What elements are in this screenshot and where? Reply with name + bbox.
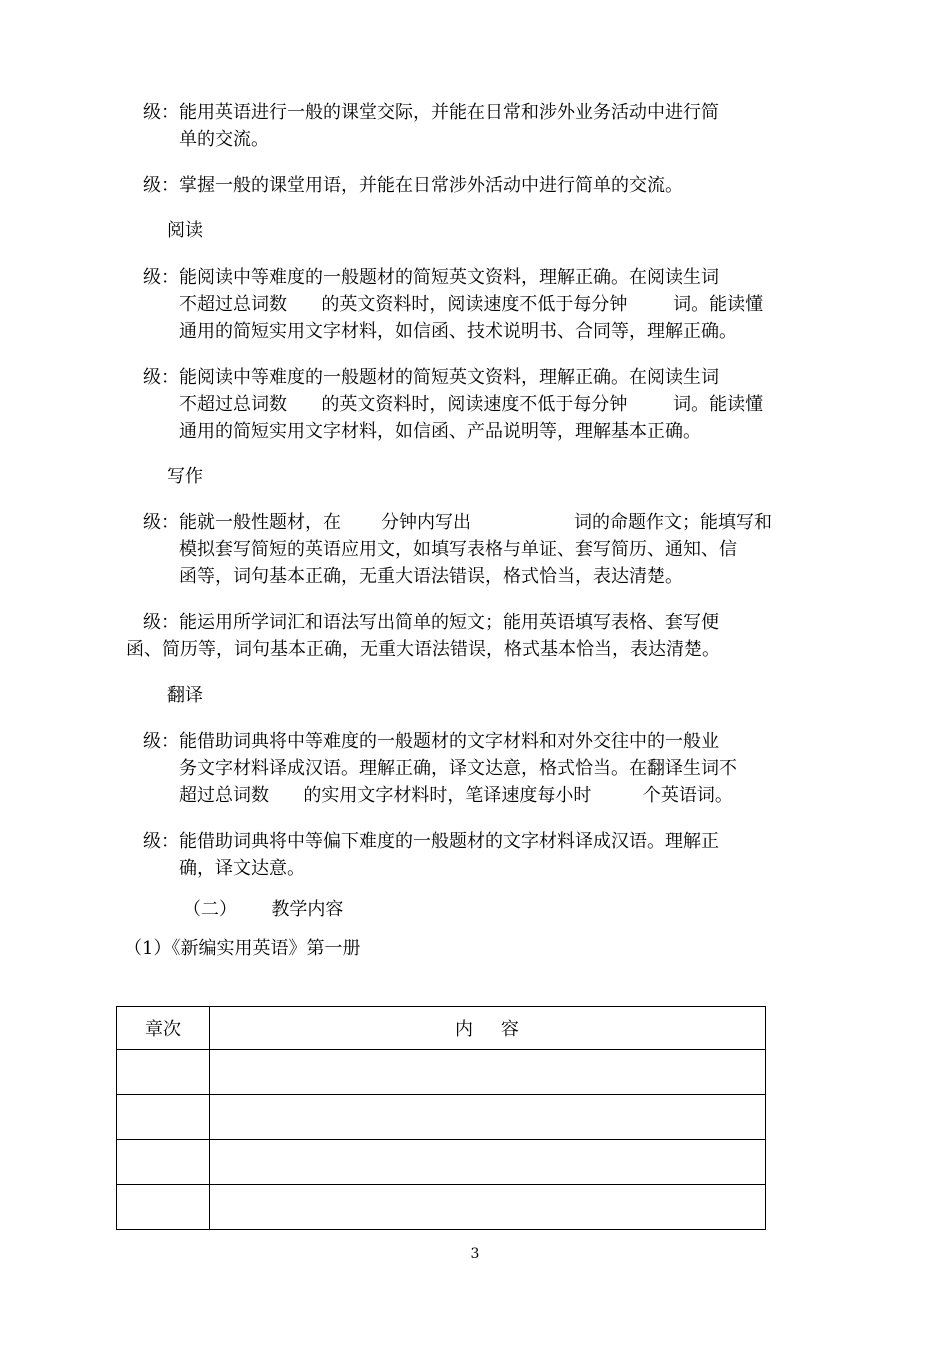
text-line: 模拟套写简短的英语应用文，如填写表格与单证、套写简历、通知、信 (179, 539, 737, 560)
text-line: 通用的简短实用文字材料，如信函、产品说明等，理解基本正确。 (179, 421, 701, 442)
text-line: 级：能用英语进行一般的课堂交际，并能在日常和涉外业务活动中进行简 (143, 102, 719, 123)
text-line: 级：能运用所学词汇和语法写出简单的短文；能用英语填写表格、套写便 (143, 612, 719, 633)
table-cell (117, 1185, 210, 1230)
text-line: 函、简历等，词句基本正确，无重大语法错误，格式基本恰当，表达清楚。 (126, 639, 720, 660)
section-heading: （二） 教学内容 (183, 899, 344, 920)
text-line: 级：能就一般性题材，在 分钟内写出 词的命题作文；能填写和 (143, 512, 773, 533)
page-number: 3 (470, 1246, 480, 1262)
text-line: 超过总词数 的实用文字材料时，笔译速度每小时 个英语词。 (179, 785, 733, 806)
text-line: 确，译文达意。 (179, 858, 305, 879)
text-line: 通用的简短实用文字材料，如信函、技术说明书、合同等，理解正确。 (179, 321, 737, 342)
table-header-row (117, 1007, 766, 1050)
table-cell (117, 1050, 210, 1095)
book-heading: （1）《新编实用英语》第一册 (124, 938, 361, 959)
content-table (116, 1006, 766, 1230)
subheading-translation: 翻译 (167, 685, 203, 706)
table-row (117, 1140, 766, 1185)
table-header-content: 内 容 (210, 1007, 766, 1050)
table-header-chapter: 章次 (117, 1007, 210, 1050)
table-row (117, 1185, 766, 1230)
table-row (117, 1050, 766, 1095)
text-line: 级：能借助词典将中等偏下难度的一般题材的文字材料译成汉语。理解正 (143, 831, 719, 852)
table-cell (117, 1140, 210, 1185)
text-line: 级：能阅读中等难度的一般题材的简短英文资料，理解正确。在阅读生词 (143, 267, 719, 288)
subheading-writing: 写作 (167, 466, 203, 487)
text-line: 级：掌握一般的课堂用语，并能在日常涉外活动中进行简单的交流。 (143, 175, 683, 196)
table-row (117, 1095, 766, 1140)
table-cell (210, 1095, 766, 1140)
table-cell (117, 1095, 210, 1140)
text-line: 务文字材料译成汉语。理解正确，译文达意，格式恰当。在翻译生词不 (179, 758, 737, 779)
subheading-reading: 阅读 (167, 220, 203, 241)
table-cell (210, 1185, 766, 1230)
text-line: 函等，词句基本正确，无重大语法错误，格式恰当，表达清楚。 (179, 566, 683, 587)
text-line: 级：能借助词典将中等难度的一般题材的文字材料和对外交往中的一般业 (143, 731, 719, 752)
text-line: 级：能阅读中等难度的一般题材的简短英文资料，理解正确。在阅读生词 (143, 367, 719, 388)
text-line: 不超过总词数 的英文资料时，阅读速度不低于每分钟 词。能读懂 (179, 294, 764, 315)
table-cell (210, 1050, 766, 1095)
text-line: 单的交流。 (179, 129, 269, 150)
table-cell (210, 1140, 766, 1185)
text-line: 不超过总词数 的英文资料时，阅读速度不低于每分钟 词。能读懂 (179, 394, 764, 415)
